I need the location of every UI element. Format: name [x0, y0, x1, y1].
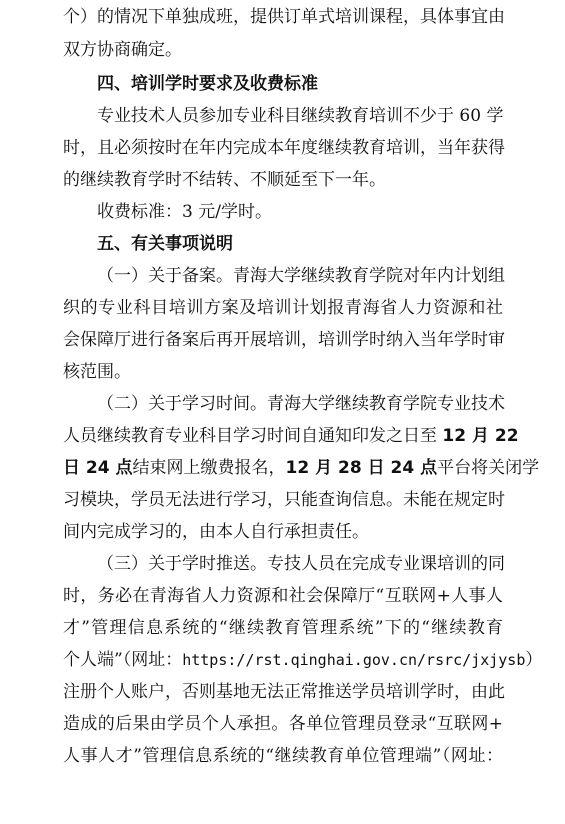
body-line: 人事人才”管理信息系统的“继续教育单位管理端”（网址：	[63, 746, 503, 766]
body-line: （三）关于学时推送。专技人员在完成专业课培训的同	[97, 554, 505, 574]
body-line: 会保障厅进行备案后再开展培训，培训学时纳入当年学时审	[63, 330, 505, 350]
body-line: 注册个人账户，否则基地无法正常推送学员培训学时，由此	[63, 682, 505, 702]
body-line: （一）关于备案。青海大学继续教育学院对年内计划组	[97, 266, 505, 286]
body-line: 的继续教育学时不结转、不顺延至下一年。	[63, 170, 386, 190]
body-line	[63, 648, 543, 672]
body-line: （二）关于学习时间。青海大学继续教育学院专业技术	[97, 394, 505, 414]
close-deadline: 12 月 28 日 24 点	[285, 458, 438, 478]
section-heading-5: 五、有关事项说明	[97, 234, 233, 254]
body-line: 间内完成学习的，由本人自行承担责任。	[63, 522, 369, 542]
body-line: 个）的情况下单独成班，提供订单式培训课程，具体事宜由	[63, 7, 505, 27]
body-line: 核范围。	[63, 362, 131, 382]
body-line: 造成的后果由学员个人承担。各单位管理员登录“互联网+	[63, 714, 503, 734]
deadline-date: 12 月 22	[442, 426, 519, 446]
body-line: 才”管理信息系统的“继续教育管理系统”下的“继续教育	[63, 618, 503, 638]
body-text: 个人端”（网址：	[63, 650, 183, 670]
body-text: 人员继续教育专业科目学习时间自通知印发之日至	[63, 426, 437, 446]
body-line: 习模块，学员无法进行学习，只能查询信息。未能在规定时	[63, 490, 505, 510]
body-line: 专业技术人员参加专业科目继续教育培训不少于 60 学	[97, 106, 504, 126]
body-text: 结束网上缴费报名，	[132, 458, 286, 478]
body-line	[63, 424, 519, 448]
body-line: 双方协商确定。	[63, 40, 182, 60]
body-line	[63, 456, 540, 480]
body-line: 时，务必在青海省人力资源和社会保障厅“互联网+人事人	[63, 586, 503, 606]
section-heading-4: 四、培训学时要求及收费标准	[97, 74, 318, 94]
fee-standard: 收费标准：3 元/学时。	[97, 202, 272, 222]
body-text: ）	[525, 650, 543, 670]
body-line: 织的专业科目培训方案及培训计划报青海省人力资源和社	[63, 298, 503, 318]
deadline-time: 日 24 点	[63, 458, 133, 478]
body-text: 平台将关闭学	[437, 458, 540, 478]
body-line: 时，且必须按时在年内完成本年度继续教育培训，当年获得	[63, 138, 505, 158]
personal-portal-url: https://rst.qinghai.gov.cn/rsrc/jxjysb	[182, 651, 526, 669]
